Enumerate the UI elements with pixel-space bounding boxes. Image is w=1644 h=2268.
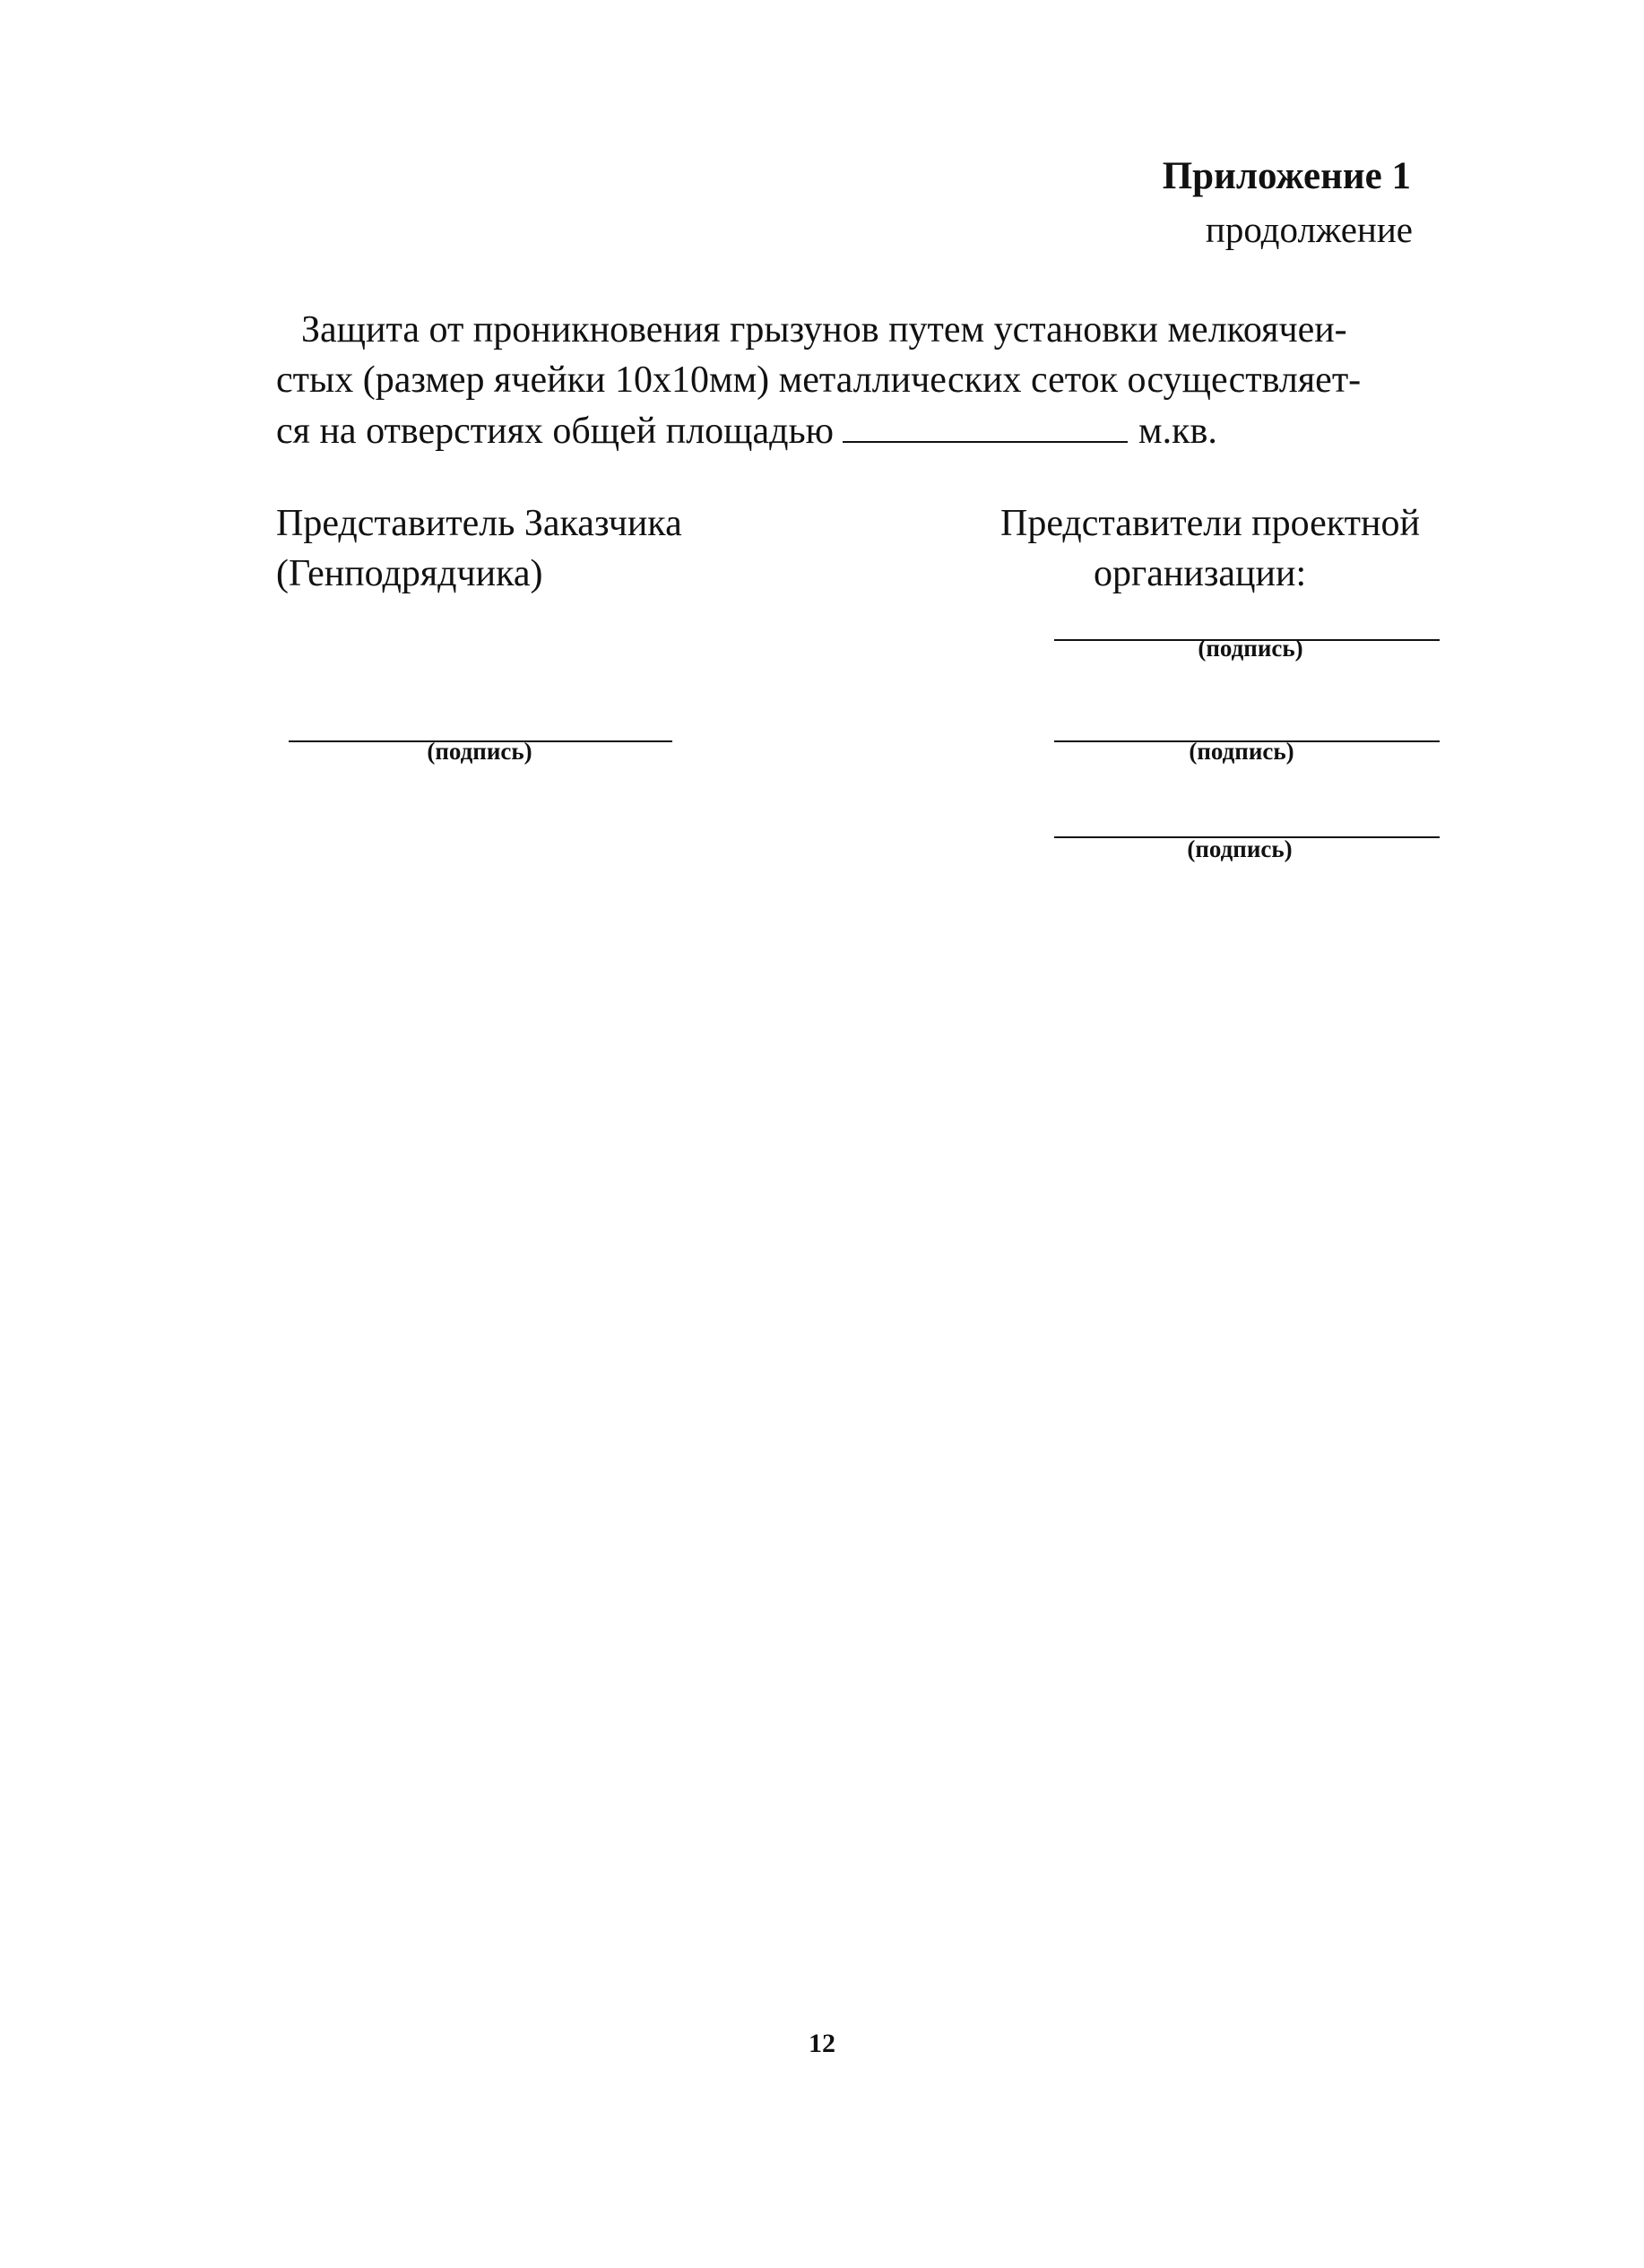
paragraph-line-3 — [276, 410, 1217, 453]
designer-signature-label-1: (подпись) — [1198, 635, 1303, 662]
appendix-subtitle: продолжение — [1205, 209, 1413, 250]
appendix-title: Приложение 1 — [1162, 155, 1411, 197]
customer-rep-title: Представитель Заказчика — [276, 503, 682, 544]
area-blank-field — [843, 440, 1128, 443]
customer-rep-subtitle: (Генподрядчика) — [276, 553, 543, 594]
paragraph-line-2: стых (размер ячейки 10х10мм) металлических сеток осуществляет- — [276, 359, 1362, 401]
designer-signature-label-2: (подпись) — [1189, 738, 1294, 765]
paragraph-line-3-text: ся на отверстиях общей площадью — [276, 411, 835, 452]
page-number: 12 — [809, 2029, 835, 2058]
designer-signature-label-3: (подпись) — [1187, 835, 1293, 862]
designer-reps-title: Представители проектной — [1000, 503, 1420, 544]
paragraph-line-1: Защита от проникновения грызунов путем установки мелкоячеи- — [301, 309, 1347, 351]
area-unit: м.кв. — [1138, 411, 1217, 452]
designer-reps-subtitle: организации: — [1094, 553, 1307, 594]
customer-signature-label: (подпись) — [427, 738, 532, 765]
